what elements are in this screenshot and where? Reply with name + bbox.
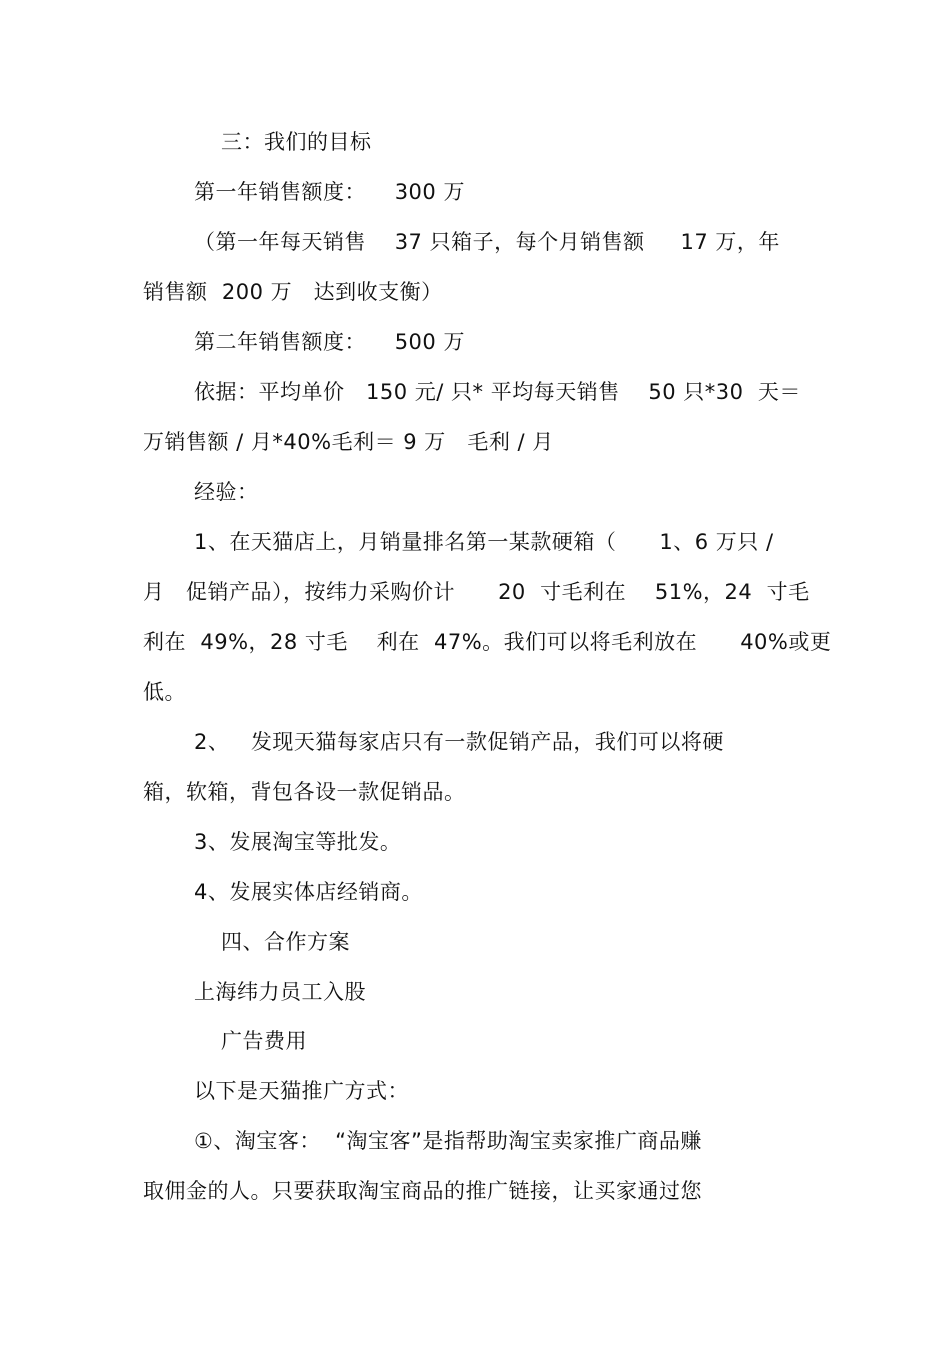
experience-item-2-line-2: 箱，软箱，背包各设一款促销品。 xyxy=(143,780,466,804)
experience-item-1-line-4: 低。 xyxy=(143,680,186,704)
experience-item-1-line-3: 利在 49%，28 寸毛 利在 47%。我们可以将毛利放在 40%或更 xyxy=(143,630,832,654)
tmall-promotion-intro: 以下是天猫推广方式： xyxy=(194,1079,409,1103)
basis-line-1: 依据：平均单价 150 元/ 只* 平均每天销售 50 只*30 天＝ xyxy=(194,380,801,404)
section-heading-goals: 三：我们的目标 xyxy=(221,130,372,154)
experience-item-3: 3、发展淘宝等批发。 xyxy=(194,830,402,854)
first-year-detail-line-2: 销售额 200 万 达到收支衡） xyxy=(143,280,443,304)
experience-item-4: 4、发展实体店经销商。 xyxy=(194,880,423,904)
taobaoke-line-2: 取佣金的人。只要获取淘宝商品的推广链接，让买家通过您 xyxy=(143,1179,702,1203)
advertising-cost-heading: 广告费用 xyxy=(221,1029,307,1053)
first-year-sales-target: 第一年销售额度： 300 万 xyxy=(194,180,465,204)
section-heading-cooperation: 四、合作方案 xyxy=(221,930,350,954)
taobaoke-line-1: ①、淘宝客： “淘宝客”是指帮助淘宝卖家推广商品赚 xyxy=(194,1129,702,1153)
experience-item-1-line-1: 1、在天猫店上，月销量排名第一某款硬箱（ 1、6 万只 / xyxy=(194,530,774,554)
basis-line-2: 万销售额 / 月*40%毛利＝ 9 万 毛利 / 月 xyxy=(143,430,554,454)
second-year-sales-target: 第二年销售额度： 500 万 xyxy=(194,330,465,354)
employee-shares-line: 上海纬力员工入股 xyxy=(194,980,366,1004)
experience-heading: 经验： xyxy=(194,480,259,504)
experience-item-2-line-1: 2、 发现天猫每家店只有一款促销产品，我们可以将硬 xyxy=(194,730,724,754)
experience-item-1-line-2: 月 促销产品），按纬力采购价计 20 寸毛利在 51%，24 寸毛 xyxy=(143,580,810,604)
first-year-detail-line-1: （第一年每天销售 37 只箱子，每个月销售额 17 万，年 xyxy=(194,230,780,254)
